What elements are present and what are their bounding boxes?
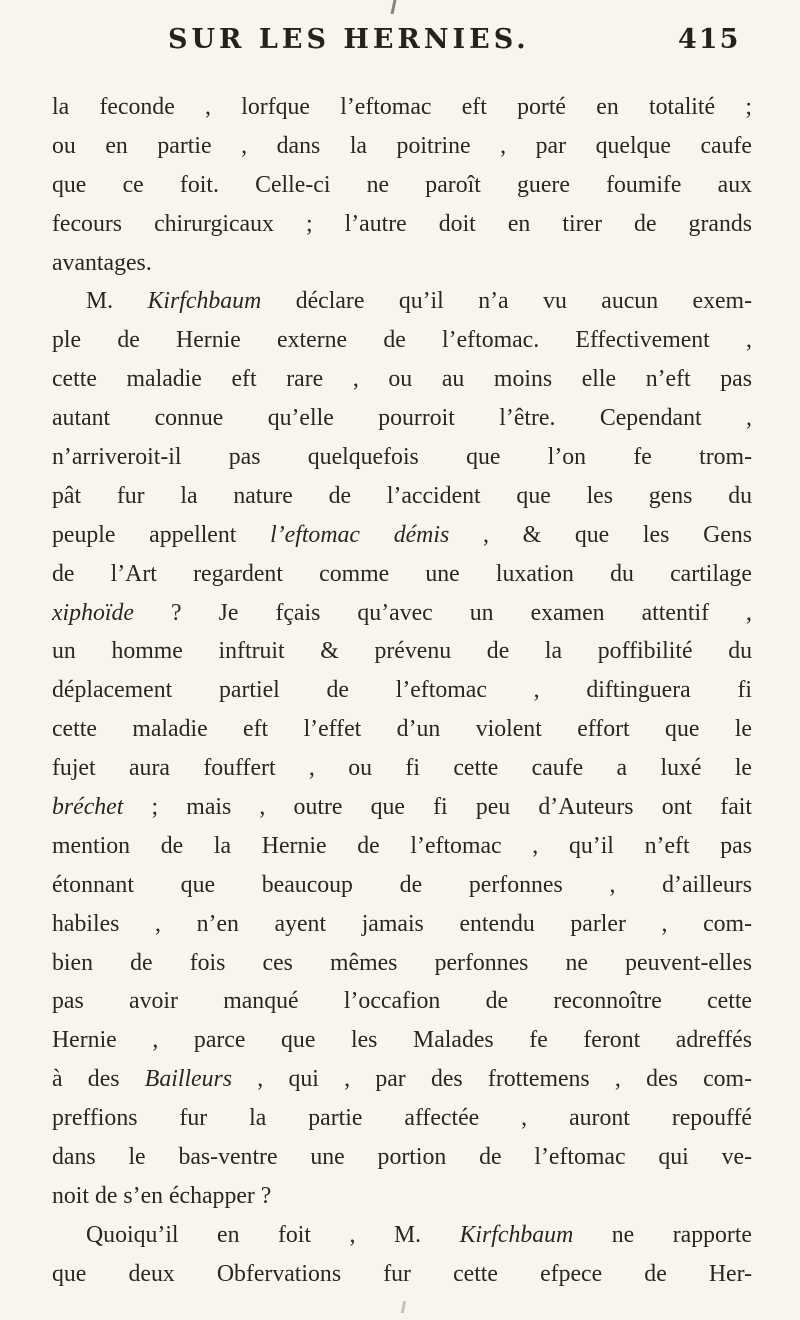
- text-line: dans le bas-ventre une portion de l’eftomac qui ve-: [52, 1144, 752, 1171]
- paragraph-start-line: M. Kirfchbaum déclare qu’il n’a vu aucun exem-: [86, 288, 752, 315]
- text-line: xiphoïde ? Je fçais qu’avec un examen attentif ,: [52, 599, 752, 626]
- text-line: un homme inftruit & prévenu de la poffibilité du: [52, 638, 752, 665]
- text-line: noit de s’en échapper ?: [52, 1182, 272, 1209]
- italic-term: Kirfchbaum: [147, 288, 262, 315]
- text-line: n’arriveroit-il pas quelquefois que l’on fe trom-: [52, 444, 752, 471]
- italic-term: Bailleurs: [144, 1066, 233, 1093]
- text-line: Hernie , parce que les Malades fe feront adreffés: [52, 1027, 752, 1054]
- text-line: mention de la Hernie de l’eftomac , qu’il n’eft pas: [52, 832, 752, 859]
- paragraph-start-line: Quoiqu’il en foit , M. Kirfchbaum ne rapporte: [86, 1221, 752, 1248]
- page-number: 415: [678, 24, 741, 55]
- running-head: [0, 24, 800, 74]
- italic-term: xiphoïde: [52, 599, 134, 626]
- top-ink-mark: [391, 0, 397, 14]
- text-line: habiles , n’en ayent jamais entendu parler , com-: [52, 910, 752, 937]
- text-line: ple de Hernie externe de l’eftomac. Effectivement ,: [52, 327, 752, 354]
- text-line: fujet aura fouffert , ou fi cette caufe a luxé le: [52, 755, 752, 782]
- text-line: à des Bailleurs , qui , par des frottemens , des com-: [52, 1066, 752, 1093]
- text-line: fecours chirurgicaux ; l’autre doit en tirer de grands: [52, 210, 752, 237]
- text-line: que ce foit. Celle-ci ne paroît guere foumife aux: [52, 171, 752, 198]
- text-line: avantages.: [52, 249, 152, 276]
- text-line: autant connue qu’elle pourroit l’être. Cependant ,: [52, 405, 752, 432]
- text-line: déplacement partiel de l’eftomac , diftinguera fi: [52, 677, 752, 704]
- text-line: peuple appellent l’eftomac démis , & que les Gens: [52, 521, 753, 548]
- text-line: étonnant que beaucoup de perfonnes , d’ailleurs: [52, 871, 752, 898]
- italic-term: l’eftomac démis: [270, 521, 450, 548]
- text-line: cette maladie eft l’effet d’un violent effort que le: [52, 716, 752, 743]
- text-line: que deux Obfervations fur cette efpece de Her-: [52, 1260, 752, 1287]
- italic-term: bréchet: [52, 794, 124, 821]
- text-line: la feconde , lorfque l’eftomac eft porté en totalité ;: [52, 94, 752, 120]
- text-line: pât fur la nature de l’accident que les gens du: [52, 482, 752, 509]
- text-line: bien de fois ces mêmes perfonnes ne peuvent-elles: [52, 949, 752, 976]
- text-line: preffions fur la partie affectée , auront repouffé: [52, 1105, 752, 1132]
- main-text: [52, 88, 752, 1294]
- text-line: cette maladie eft rare , ou au moins elle n’eft pas: [52, 366, 752, 393]
- text-line: de l’Art regardent comme une luxation du cartilage: [52, 560, 752, 587]
- text-line: ou en partie , dans la poitrine , par quelque caufe: [52, 132, 752, 159]
- running-title: SUR LES HERNIES.: [168, 24, 530, 55]
- bottom-ink-mark: [401, 1301, 407, 1313]
- text-line: pas avoir manqué l’occafion de reconnoître cette: [52, 988, 752, 1015]
- text-line: bréchet ; mais , outre que fi peu d’Auteurs ont fait: [52, 794, 752, 821]
- italic-term: Kirfchbaum: [459, 1221, 574, 1248]
